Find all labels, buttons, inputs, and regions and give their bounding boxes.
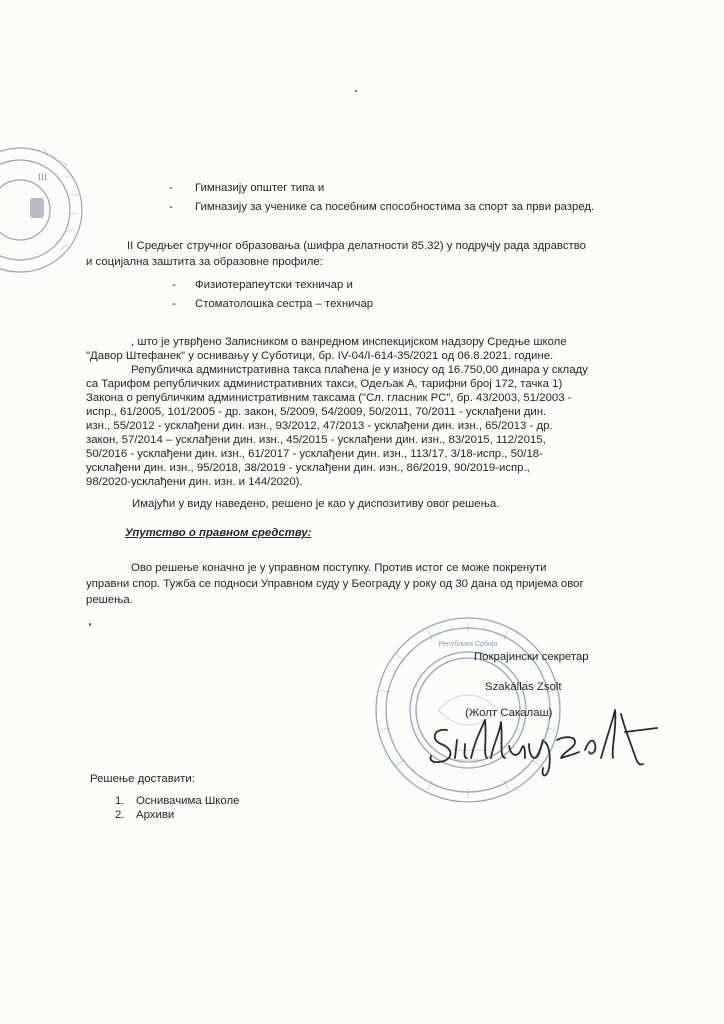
- profile-item: Стоматолошка сестра – техничар: [195, 298, 374, 310]
- paragraph-line: закон, 57/2014 – усклађени дин. изн., 45/2015 - усклађени дин. изн., 83/2015, 112/2015,: [86, 434, 546, 446]
- profile-item: Физиотерапеутски техничар и: [195, 279, 353, 291]
- delivery-heading: Решење доставити:: [90, 773, 195, 785]
- delivery-item: Архиви: [136, 809, 175, 821]
- delivery-number: 1.: [115, 795, 125, 807]
- svg-text:Република Србија: Република Србија: [438, 641, 498, 648]
- list-dash: -: [172, 279, 176, 291]
- signatory-name-latin: Szakállas Zsolt: [485, 681, 562, 693]
- paragraph-line: Републичка административна такса плаћена је у износу од 16.750,00 динара у складу: [131, 364, 588, 376]
- paragraph-line: испр., 61/2005, 101/2005 - др. закон, 5/2009, 54/2009, 50/2011, 70/2011 - усклађени дин.: [86, 406, 547, 418]
- list-item: Гимназију општег типа и: [195, 182, 325, 194]
- list-dash: -: [169, 182, 173, 194]
- paragraph-line: , што је утврђено Записником о ванредном инспекцијском надзору Средње школе: [131, 336, 567, 348]
- speck: [89, 623, 91, 626]
- svg-text:III: III: [38, 172, 47, 182]
- signatory-name-cyrillic: (Жолт Сакалаш): [465, 707, 553, 719]
- paragraph-line: управни спор. Тужба се подноси Управном суду у Београду у року од 30 дана од пријема овог: [86, 578, 584, 590]
- paragraph-line: "Давор Штефанек" у оснивању у Суботици, бр. IV-04/I-614-35/2021 од 06.8.2021. године.: [86, 350, 554, 362]
- paragraph-line: решења.: [86, 594, 133, 606]
- delivery-item: Оснивачима Школе: [136, 795, 240, 807]
- legal-remedy-heading: Упутство о правном средству:: [125, 527, 312, 539]
- paragraph-line: 98/2020-усклађени дин. изн. и 144/2020).: [86, 476, 303, 488]
- handwritten-signature: [425, 700, 675, 780]
- delivery-number: 2.: [115, 809, 125, 821]
- list-dash: -: [169, 201, 173, 213]
- paragraph-line: Ово решење коначно је у управном поступку. Против истог се може покренути: [131, 562, 547, 574]
- paragraph-line: усклађени дин. изн., 95/2018, 38/2019 - усклађени дин. изн., 86/2019, 90/2019-испр.,: [86, 462, 530, 474]
- paragraph-line: са Тарифом републичких административних такси, Одељак А, тарифни број 172, тачка 1): [86, 378, 563, 390]
- paragraph-line: 50/2016 - усклађени дин. изн., 61/2017 - усклађени дин. изн., 113/17, 3/18-испр., 50/18-: [86, 448, 543, 460]
- paragraph-line: Закона о републичким административним таксама ("Сл. гласник РС", бр. 43/2003, 51/2003 -: [86, 392, 572, 404]
- paragraph-line: Имајући у виду наведено, решено је као у диспозитиву овог решења.: [132, 498, 500, 510]
- section-2-line: и социјална заштита за образовне профиле:: [86, 256, 323, 268]
- list-item: Гимназију за ученике са посебним способностима за спорт за први разред.: [195, 201, 595, 213]
- section-2-line: II Средњег стручног образовања (шифра делатности 85.32) у подручју рада здравство: [127, 240, 586, 252]
- speck: [355, 90, 357, 92]
- signatory-title: Покрајински секретар: [474, 651, 589, 663]
- list-dash: -: [172, 298, 176, 310]
- partial-seal-left: [0, 120, 90, 300]
- paragraph-line: изн., 55/2012 - усклађени дин. изн., 93/2012, 47/2013 - усклађени дин. изн., 65/2013 - др.: [86, 420, 553, 432]
